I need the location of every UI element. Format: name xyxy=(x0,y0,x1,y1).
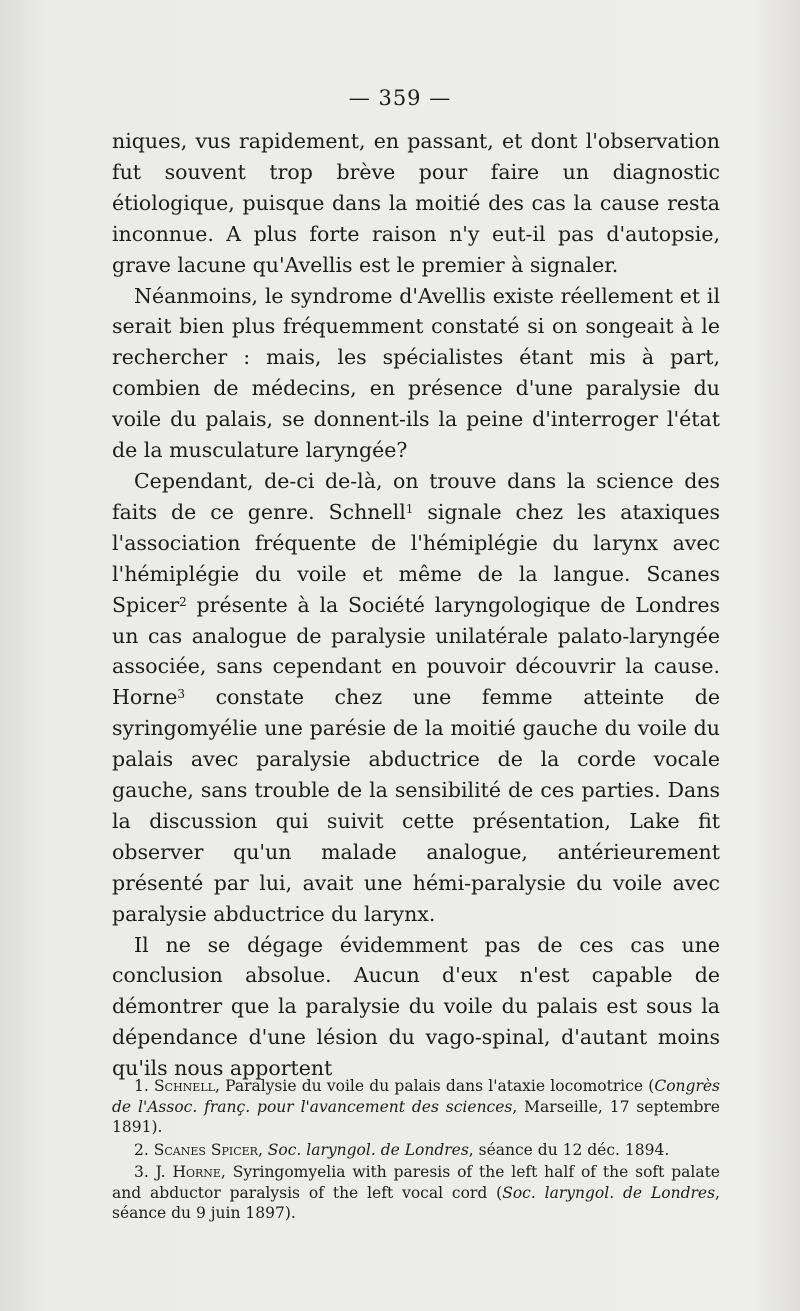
footnote-1-number: 1. xyxy=(134,1077,149,1095)
footnote-3-number: 3. xyxy=(134,1163,149,1181)
footnote-ref-1[interactable]: 1 xyxy=(405,501,414,516)
footnote-3-text-b: , séance du 9 juin 1897). xyxy=(112,1183,720,1222)
footnote-3 xyxy=(112,1162,720,1224)
body-text xyxy=(112,126,720,1084)
footnote-1-text-a: , Paralysie du voile du palais dans l'ataxie locomotrice ( xyxy=(214,1077,655,1095)
page-number: — 359 — xyxy=(348,86,452,110)
footnote-1-source: Congrès de l'Assoc. franç. pour l'avancement des sciences xyxy=(112,1077,720,1116)
paragraph-3-text-c: présente à la Société laryngologique de Londres un cas analogue de paralysie unilatérale palato-laryngée associée, sans cependant en pouvoir découvrir la cause. Horne xyxy=(112,592,720,710)
footnote-2-author: Scanes Spicer xyxy=(153,1140,258,1159)
paragraph-4: Il ne se dégage évidemment pas de ces cas une conclusion absolue. Aucun d'eux n'est capable de démontrer que la paralysie du voile du palais est sous la dépendance d'une lésion du vago-spinal, d'autant moins qu'ils nous apportent xyxy=(112,932,720,1081)
footnote-3-source: Soc. laryngol. de Londres xyxy=(502,1183,716,1202)
paragraph-3-text-a: Cependant, de-ci de-là, on trouve dans la science des faits de ce genre. Schnell xyxy=(112,468,720,524)
paragraph-3 xyxy=(112,466,720,930)
footnote-1-author: Schnell xyxy=(154,1077,215,1095)
footnote-2-source: Soc. laryngol. de Londres xyxy=(267,1140,469,1159)
footnote-ref-3[interactable]: 3 xyxy=(177,687,185,702)
footnote-3-text-a: , Syringomyelia with paresis of the left half of the soft palate and abductor paralysis of the left vocal cord ( xyxy=(112,1163,720,1202)
footnote-3-author: J. Horne xyxy=(155,1163,221,1181)
paragraph-3-text-d: constate chez une femme atteinte de syringomyélie une parésie de la moitié gauche du voile du palais avec paralysie abductrice de la corde vocale gauche, sans trouble de la sensibilité de ces parties. Dans la discussion qui suivit cette présentation, Lake fit observer qu'un malade analogue, antérieurement présenté par lui, avait une hémi-paralysie du voile avec paralysie abductrice du larynx. xyxy=(112,685,720,926)
footnotes xyxy=(112,1076,720,1226)
footnote-1-text-b: , Marseille, 17 septembre 1891). xyxy=(112,1097,720,1136)
footnote-2-text-a: , xyxy=(257,1140,268,1159)
footnote-ref-2[interactable]: 2 xyxy=(179,594,187,609)
paragraph-2: Néanmoins, le syndrome d'Avellis existe réellement et il serait bien plus fréquemment constaté si on songeait à le rechercher : mais, les spécialistes étant mis à part, combien de médecins, en présence d'une paralysie du voile du palais, se donnent-ils la peine d'interroger l'état de la musculature laryngée? xyxy=(112,283,720,463)
footnote-2-text-b: , séance du 12 déc. 1894. xyxy=(468,1140,670,1159)
paragraph-3-text-b: signale chez les ataxiques l'association fréquente de l'hémiplégie du larynx avec l'hémiplégie du voile et même de la langue. Scanes Spicer xyxy=(112,499,721,617)
footnote-2 xyxy=(112,1140,720,1161)
footnote-2-number: 2. xyxy=(134,1140,149,1159)
paragraph-1: niques, vus rapidement, en passant, et dont l'observation fut souvent trop brève pour faire un diagnostic étiologique, puisque dans la moitié des cas la cause resta inconnue. A plus forte raison n'y eut-il pas d'autopsie, grave lacune qu'Avellis est le premier à signaler. xyxy=(112,129,720,277)
footnote-1 xyxy=(112,1076,720,1138)
